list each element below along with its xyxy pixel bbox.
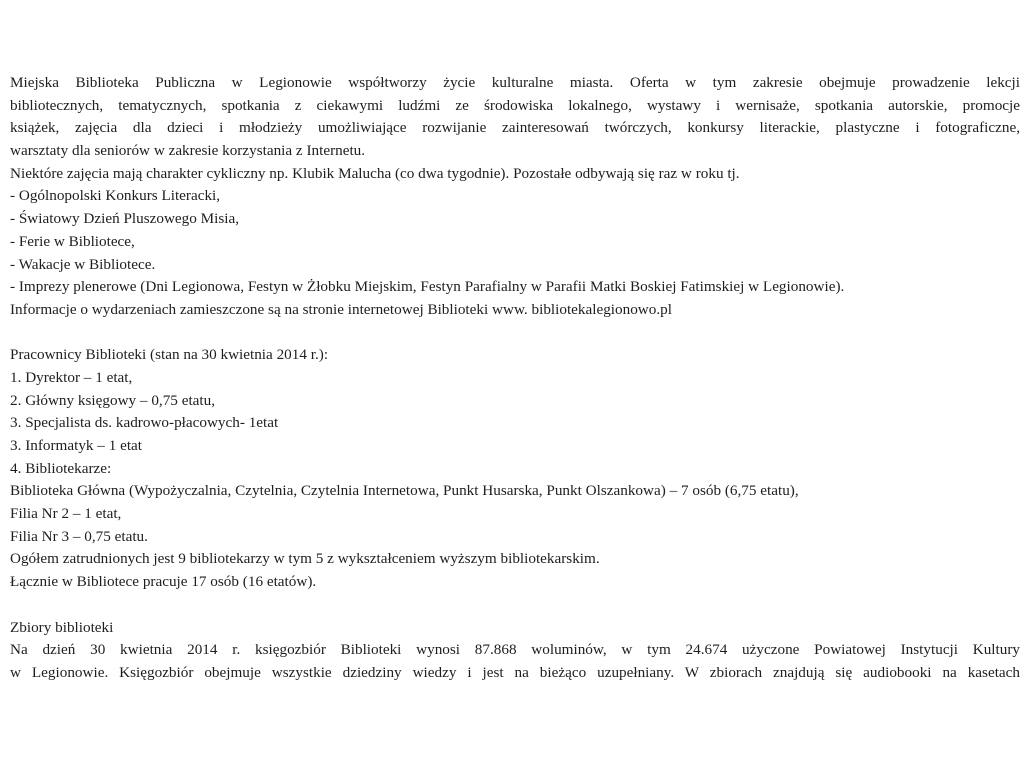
document-body xyxy=(10,72,1020,685)
collections-section xyxy=(10,617,1020,685)
staff-heading: Pracownicy Biblioteki (stan na 30 kwietnia 2014 r.): xyxy=(10,346,329,364)
staff-item: Biblioteka Główna (Wypożyczalnia, Czytelnia, Czytelnia Internetowa, Punkt Husarska, Punkt Olszankowa) – 7 osób (6,75 etatu), xyxy=(10,482,799,500)
collections-line: Na dzień 30 kwietnia 2014 r. księgozbiór Biblioteki wynosi 87.868 woluminów, w tym 24.674 użyczone Powiatowej Instytucji Kultury xyxy=(10,641,1020,659)
intro-line: książek, zajęcia dla dzieci i młodzieży umożliwiające rozwijanie zainteresowań twórczych, konkursy literackie, plastyczne i fotograficzne, xyxy=(10,119,1020,137)
event-item: - Ferie w Bibliotece, xyxy=(10,232,135,250)
intro-line: warsztaty dla seniorów w zakresie korzystania z Internetu. xyxy=(10,142,366,160)
event-item: - Ogólnopolski Konkurs Literacki, xyxy=(10,187,221,205)
cyclic-events-section xyxy=(10,163,1020,322)
event-item: - Imprezy plenerowe (Dni Legionowa, Festyn w Żłobku Miejskim, Festyn Parafialny w Parafii Matki Boskiej Fatimskiej w Legionowie). xyxy=(10,278,845,296)
staff-item: Filia Nr 3 – 0,75 etatu. xyxy=(10,527,148,545)
intro-paragraph xyxy=(10,72,1020,163)
events-info: Informacje o wydarzeniach zamieszczone są na stronie internetowej Biblioteki www. bibliotekalegionowo.pl xyxy=(10,300,672,318)
event-item: - Światowy Dzień Pluszowego Misia, xyxy=(10,210,240,228)
collections-heading: Zbiory biblioteki xyxy=(10,618,114,636)
staff-summary: Ogółem zatrudnionych jest 9 bibliotekarzy w tym 5 z wykształceniem wyższym bibliotekarskim. xyxy=(10,550,600,568)
cyclic-lead: Niektóre zajęcia mają charakter cykliczny np. Klubik Malucha (co dwa tygodnie). Pozostałe odbywają się raz w roku tj. xyxy=(10,164,740,182)
staff-item: 4. Bibliotekarze: xyxy=(10,459,112,477)
spacer xyxy=(10,594,1020,617)
staff-item: 3. Informatyk – 1 etat xyxy=(10,437,143,454)
staff-section xyxy=(10,344,1020,594)
staff-item: 2. Główny księgowy – 0,75 etatu, xyxy=(10,391,216,409)
intro-line: Miejska Biblioteka Publiczna w Legionowie współtworzy życie kulturalne miasta. Oferta w tym zakresie obejmuje prowadzenie lekcji xyxy=(10,74,1020,91)
intro-line: bibliotecznych, tematycznych, spotkania z ciekawymi ludźmi ze środowiska lokalnego, wystawy i wernisaże, spotkania autorskie, promocje xyxy=(10,96,1020,114)
spacer xyxy=(10,322,1020,345)
staff-item: 1. Dyrektor – 1 etat, xyxy=(10,368,133,386)
event-item: - Wakacje w Bibliotece. xyxy=(10,255,156,273)
staff-item: Filia Nr 2 – 1 etat, xyxy=(10,505,122,523)
staff-item: 3. Specjalista ds. kadrowo-płacowych- 1etat xyxy=(10,414,279,432)
staff-total: Łącznie w Bibliotece pracuje 17 osób (16 etatów). xyxy=(10,573,317,591)
collections-line: w Legionowie. Księgozbiór obejmuje wszystkie dziedziny wiedzy i jest na bieżąco uzupełniany. W zbiorach znajdują się audiobooki na kasetach xyxy=(10,663,1020,681)
